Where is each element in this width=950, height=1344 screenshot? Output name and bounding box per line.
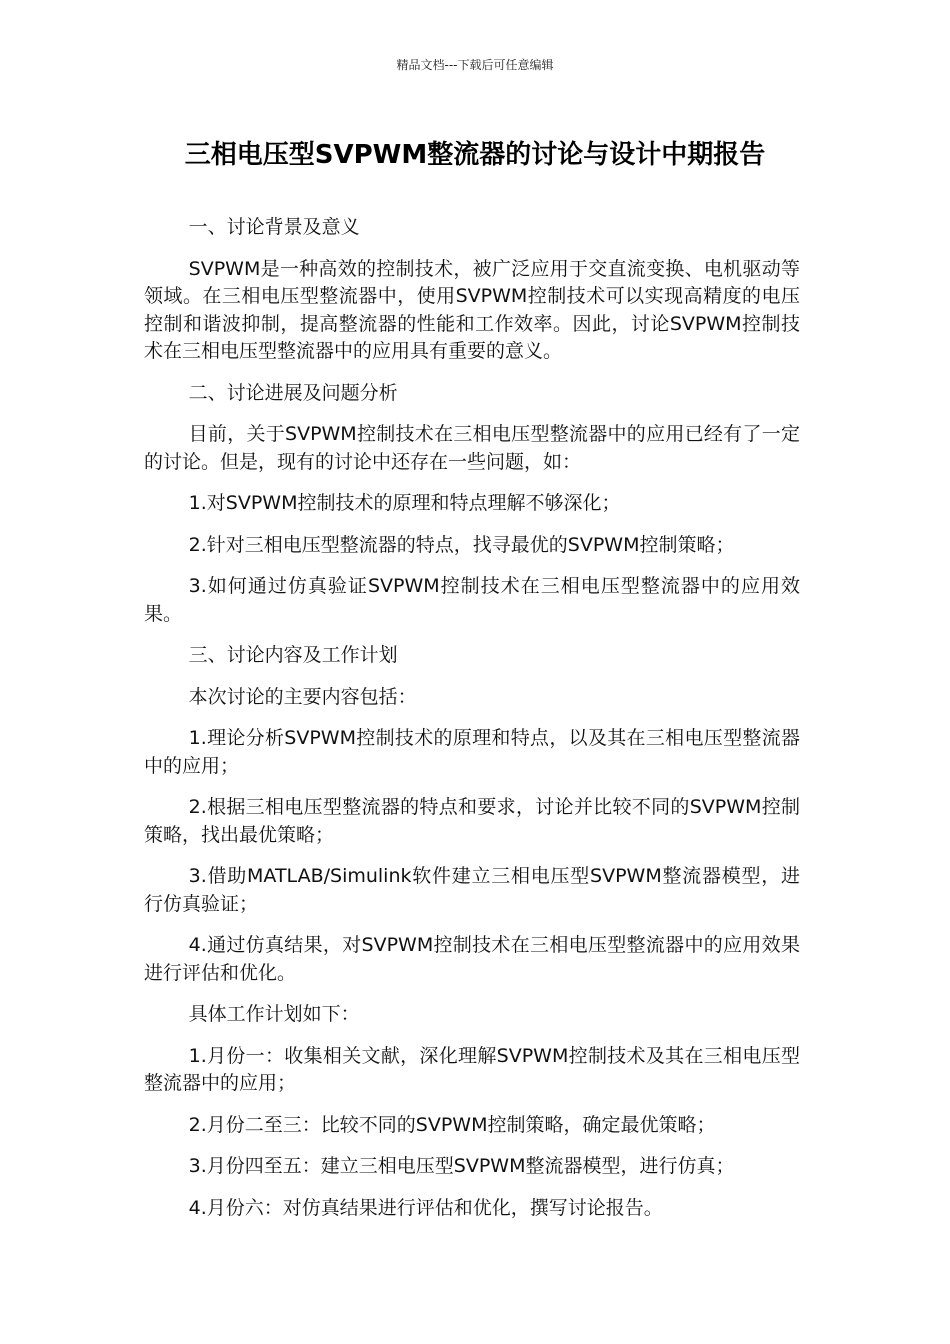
body-paragraph-background: SVPWM是一种高效的控制技术，被广泛应用于交直流变换、电机驱动等领域。在三相电压型整流器中，使用SVPWM控制技术可以实现高精度的电压控制和谐波抑制，提高整流器的性能和工作效率。因此，讨论SVPWM控制技术在三相电压型整流器中的应用具有重要的意义。 — [144, 257, 800, 362]
body-paragraph-content-intro: 本次讨论的主要内容包括： — [188, 685, 417, 708]
list-item-problem-1: 1.对SVPWM控制技术的原理和特点理解不够深化； — [188, 492, 621, 514]
list-item-content-2: 2.根据三相电压型整流器的特点和要求，讨论并比较不同的SVPWM控制策略，找出最优策略； — [144, 796, 800, 846]
list-item-schedule-2: 2.月份二至三：比较不同的SVPWM控制策略，确定最优策略； — [188, 1113, 716, 1136]
section-heading-progress: 二、讨论进展及问题分析 — [188, 381, 398, 404]
body-paragraph-progress: 目前，关于SVPWM控制技术在三相电压型整流器中的应用已经有了一定的讨论。但是，现有的讨论中还存在一些问题，如： — [144, 423, 800, 473]
document-body — [144, 214, 800, 1236]
list-item-schedule-3: 3.月份四至五：建立三相电压型SVPWM整流器模型，进行仿真； — [188, 1155, 735, 1177]
document-title: 三相电压型SVPWM整流器的讨论与设计中期报告 — [184, 140, 766, 170]
header-note: 精品文档---下载后可任意编辑 — [396, 58, 554, 72]
list-item-schedule-4: 4.月份六：对仿真结果进行评估和优化，撰写讨论报告。 — [188, 1196, 663, 1219]
list-item-schedule-1: 1.月份一：收集相关文献，深化理解SVPWM控制技术及其在三相电压型整流器中的应用； — [144, 1044, 800, 1094]
list-item-content-3: 3.借助MATLAB/Simulink软件建立三相电压型SVPWM整流器模型，进行仿真验证； — [144, 865, 800, 915]
list-item-content-1: 1.理论分析SVPWM控制技术的原理和特点，以及其在三相电压型整流器中的应用； — [144, 727, 800, 777]
list-item-content-4: 4.通过仿真结果，对SVPWM控制技术在三相电压型整流器中的应用效果进行评估和优化。 — [144, 934, 800, 984]
section-heading-plan: 三、讨论内容及工作计划 — [188, 644, 398, 666]
section-heading-background: 一、讨论背景及意义 — [188, 216, 360, 238]
list-item-problem-2: 2.针对三相电压型整流器的特点，找寻最优的SVPWM控制策略； — [188, 533, 735, 556]
body-paragraph-schedule-intro: 具体工作计划如下： — [188, 1003, 360, 1025]
list-item-problem-3: 3.如何通过仿真验证SVPWM控制技术在三相电压型整流器中的应用效果。 — [144, 575, 800, 625]
